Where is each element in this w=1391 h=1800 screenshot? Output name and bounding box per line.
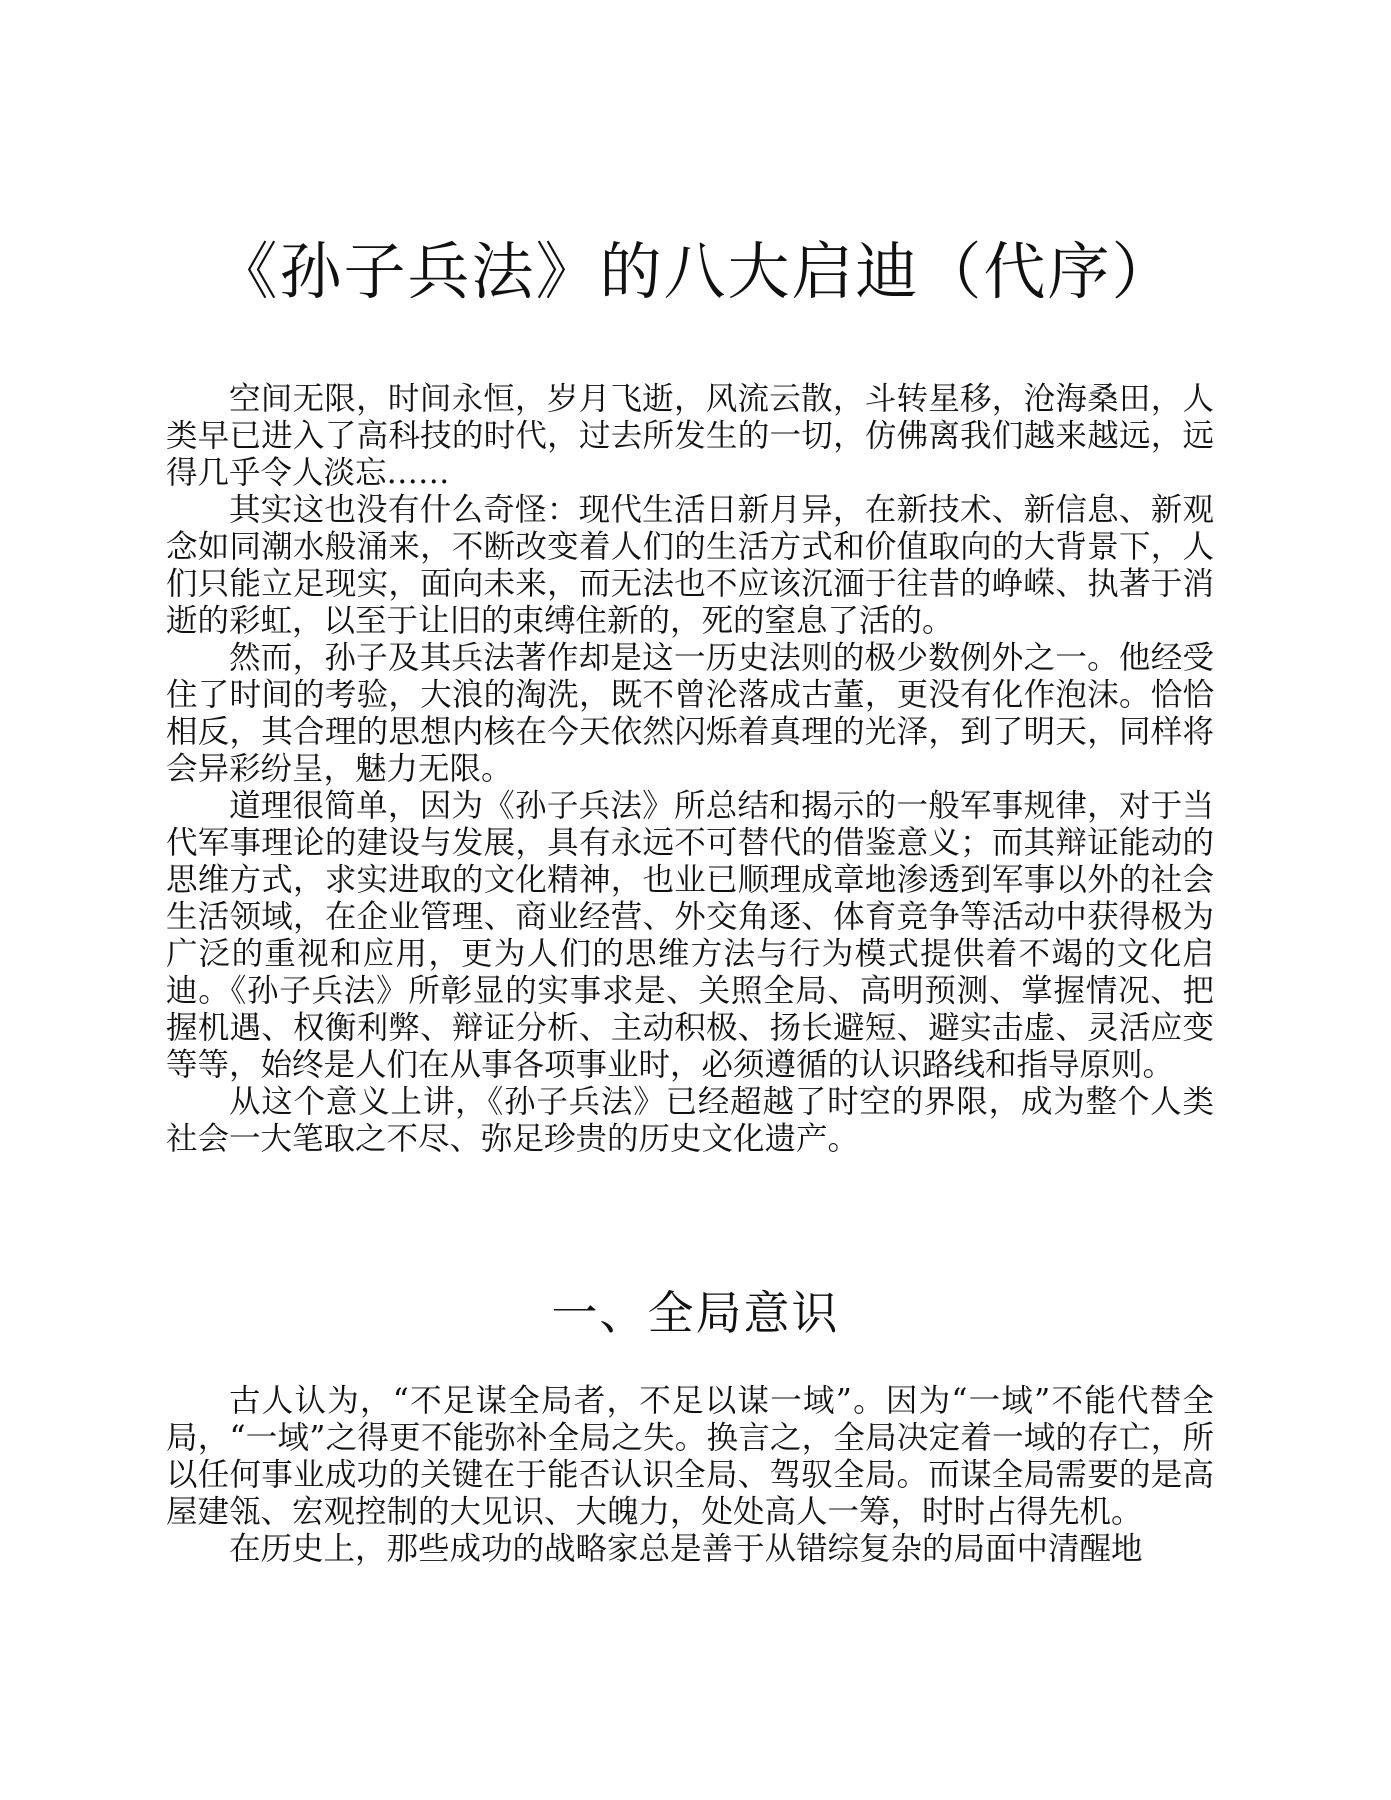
section-body (166, 1383, 1214, 1568)
paragraph: 道理很简单，因为《孙子兵法》所总结和揭示的一般军事规律，对于当代军事理论的建设与发展，具有永远不可替代的借鉴意义；而其辩证能动的思维方式，求实进取的文化精神，也业已顺理成章地渗透到军事以外的社会生活领域，在企业管理、商业经营、外交角逐、体育竞争等活动中获得极为广泛的重视和应用，更为人们的思维方法与行为模式提供着不竭的文化启迪。《孙子兵法》所彰显的实事求是、关照全局、高明预测、掌握情况、把握机遇、权衡利弊、辩证分析、主动积极、扬长避短、避实击虚、灵活应变等等，始终是人们在从事各项事业时，必须遵循的认识路线和指导原则。 (166, 788, 1214, 1083)
paragraph: 空间无限，时间永恒，岁月飞逝，风流云散，斗转星移，沧海桑田，人类早已进入了高科技的时代，过去所发生的一切，仿佛离我们越来越远，远得几乎令人淡忘…… (166, 381, 1214, 491)
paragraph: 在历史上，那些成功的战略家总是善于从错综复杂的局面中清醒地 (229, 1531, 1143, 1567)
section-heading: 一、全局意识 (551, 1286, 840, 1340)
paragraph: 古人认为，“不足谋全局者，不足以谋一域”。因为“一域”不能代替全局，“一域”之得更不能弥补全局之失。换言之，全局决定着一域的存亡，所以任何事业成功的关键在于能否认识全局、驾驭全局。而谋全局需要的是高屋建瓴、宏观控制的大见识、大魄力，处处高人一筹，时时占得先机。 (166, 1383, 1214, 1530)
intro-body (166, 381, 1214, 1158)
paragraph: 从这个意义上讲，《孙子兵法》已经超越了时空的界限，成为整个人类社会一大笔取之不尽、弥足珍贵的历史文化遗产。 (166, 1084, 1214, 1157)
paragraph: 然而，孙子及其兵法著作却是这一历史法则的极少数例外之一。他经受住了时间的考验，大浪的淘洗，既不曾沦落成古董，更没有化作泡沫。恰恰相反，其合理的思想内核在今天依然闪烁着真理的光泽，到了明天，同样将会异彩纷呈，魅力无限。 (166, 640, 1214, 787)
paragraph: 其实这也没有什么奇怪：现代生活日新月异，在新技术、新信息、新观念如同潮水般涌来，不断改变着人们的生活方式和价值取向的大背景下，人们只能立足现实，面向未来，而无法也不应该沉湎于往昔的峥嵘、执著于消逝的彩虹，以至于让旧的束缚住新的，死的窒息了活的。 (166, 492, 1214, 639)
page-title: 《孙子兵法》的八大启迪（代序） (215, 235, 1176, 308)
